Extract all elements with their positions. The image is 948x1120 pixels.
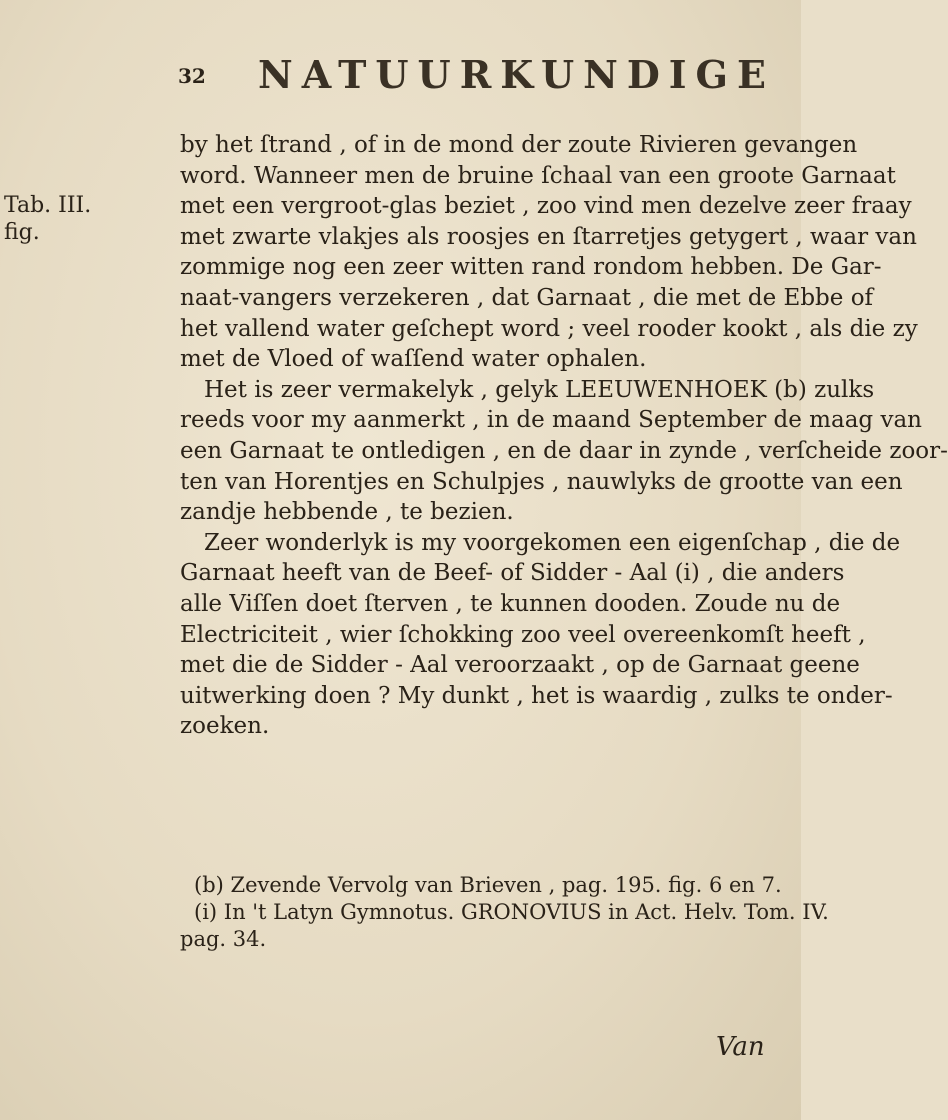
text-line: met een vergroot-glas beziet , zoo vind men dezelve zeer fraay <box>180 193 912 220</box>
text-line: word. Wanneer men de bruine ſchaal van een groote Garnaat <box>180 162 896 189</box>
text-line: Zeer wonderlyk is my voorgekomen een eigenſchap , die de <box>204 529 901 556</box>
footnotes <box>180 872 829 953</box>
text-line: ten van Horentjes en Schulpjes , nauwlyks de grootte van een <box>180 468 903 495</box>
text-line: Het is zeer vermakelyk , gelyk LEEUWENHOEK (b) zulks <box>204 376 875 403</box>
catchword: Van <box>716 1032 765 1062</box>
text-line: uitwerking doen ? My dunkt , het is waardig , zulks te onder- <box>180 682 893 709</box>
text-line: Electriciteit , wier ſchokking zoo veel overeenkomſt heeft , <box>180 621 866 648</box>
page-number: 32 <box>178 64 206 88</box>
text-line: Garnaat heeft van de Beef- of Sidder - Aal (i) , die anders <box>180 560 845 587</box>
text-line: alle Viſſen doet ſterven , te kunnen dooden. Zoude nu de <box>180 590 841 617</box>
text-line: zoeken. <box>180 713 270 740</box>
text-line: met zwarte vlakjes als roosjes en ſtarretjes getygert , waar van <box>180 223 917 250</box>
text-line: het vallend water geſchept word ; veel rooder kookt , als die zy <box>180 315 918 342</box>
text-line: by het ſtrand , of in de mond der zoute Rivieren gevangen <box>180 132 858 158</box>
text-line: met die de Sidder - Aal veroorzaakt , op de Garnaat geene <box>180 652 860 679</box>
margin-note-line: Tab. III. <box>4 193 92 218</box>
margin-note <box>4 192 91 246</box>
text-line: zandje hebbende , te bezien. <box>180 499 514 526</box>
text-line: een Garnaat te ontledigen , en de daar in zynde , verſcheide zoor- <box>180 437 948 464</box>
text-line: reeds voor my aanmerkt , in de maand September de maag van <box>180 407 922 434</box>
running-head: NATUURKUNDIGE <box>258 52 775 97</box>
footnote: (i) In 't Latyn Gymnotus. GRONOVIUS in Act. Helv. Tom. IV. <box>194 900 829 924</box>
text-line: naat-vangers verzekeren , dat Garnaat , die met de Ebbe of <box>180 284 874 311</box>
text-line: met de Vloed of waſſend water ophalen. <box>180 346 647 373</box>
footnote: pag. 34. <box>180 927 267 951</box>
footnote: (b) Zevende Vervolg van Brieven , pag. 195. fig. 6 en 7. <box>194 873 782 897</box>
text-line: zommige nog een zeer witten rand rondom hebben. De Gar- <box>180 254 882 281</box>
margin-note-line: fig. <box>4 220 40 245</box>
body-text <box>180 130 948 742</box>
